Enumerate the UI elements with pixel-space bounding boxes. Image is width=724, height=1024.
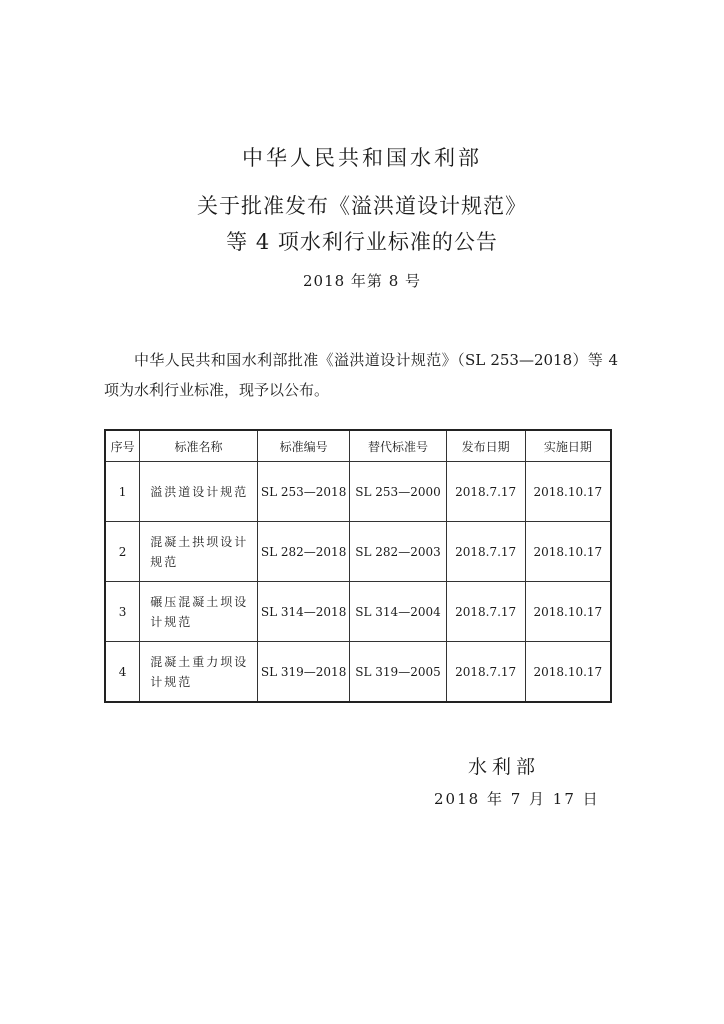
header-standard-code: 标准编号	[257, 430, 350, 462]
header-implement-date: 实施日期	[525, 430, 611, 462]
cell-implement-date: 2018.10.17	[525, 582, 611, 642]
cell-seq: 2	[105, 522, 140, 582]
announcement-title-line2: 等 4 项水利行业标准的公告	[226, 230, 498, 254]
cell-standard-code: SL 314—2018	[257, 582, 350, 642]
issuer-name: 中华人民共和国水利部	[242, 146, 482, 170]
announcement-title-line1: 关于批准发布《溢洪道设计规范》	[197, 194, 527, 218]
cell-standard-code: SL 282—2018	[257, 522, 350, 582]
cell-standard-name: 混凝土重力坝设计规范	[140, 642, 258, 703]
header-publish-date: 发布日期	[446, 430, 525, 462]
cell-standard-name: 碾压混凝土坝设计规范	[140, 582, 258, 642]
cell-standard-code: SL 319—2018	[257, 642, 350, 703]
cell-publish-date: 2018.7.17	[446, 582, 525, 642]
signature-organization: 水利部	[468, 756, 541, 778]
cell-seq: 4	[105, 642, 140, 703]
cell-implement-date: 2018.10.17	[525, 522, 611, 582]
cell-implement-date: 2018.10.17	[525, 642, 611, 703]
cell-replaced-code: SL 319—2005	[350, 642, 446, 703]
cell-seq: 1	[105, 462, 140, 522]
cell-standard-code: SL 253—2018	[257, 462, 350, 522]
table-row	[105, 582, 611, 642]
table-row	[105, 522, 611, 582]
cell-replaced-code: SL 253—2000	[350, 462, 446, 522]
cell-standard-name: 溢洪道设计规范	[140, 462, 258, 522]
cell-replaced-code: SL 314—2004	[350, 582, 446, 642]
signature-date: 2018 年 7 月 17 日	[434, 790, 600, 808]
cell-publish-date: 2018.7.17	[446, 642, 525, 703]
standards-table	[104, 429, 612, 703]
header-replaced-code: 替代标准号	[350, 430, 446, 462]
cell-seq: 3	[105, 582, 140, 642]
table-row	[105, 462, 611, 522]
header-standard-name: 标准名称	[140, 430, 258, 462]
cell-replaced-code: SL 282—2003	[350, 522, 446, 582]
document-number: 2018 年第 8 号	[302, 272, 422, 290]
cell-standard-name: 混凝土拱坝设计规范	[140, 522, 258, 582]
body-paragraph: 中华人民共和国水利部批准《溢洪道设计规范》（SL 253—2018）等 4 项为水利行业标准，现予以公布。	[104, 351, 618, 399]
cell-publish-date: 2018.7.17	[446, 462, 525, 522]
cell-implement-date: 2018.10.17	[525, 462, 611, 522]
header-seq: 序号	[105, 430, 140, 462]
table-header-row	[105, 430, 611, 462]
table-row	[105, 642, 611, 703]
cell-publish-date: 2018.7.17	[446, 522, 525, 582]
